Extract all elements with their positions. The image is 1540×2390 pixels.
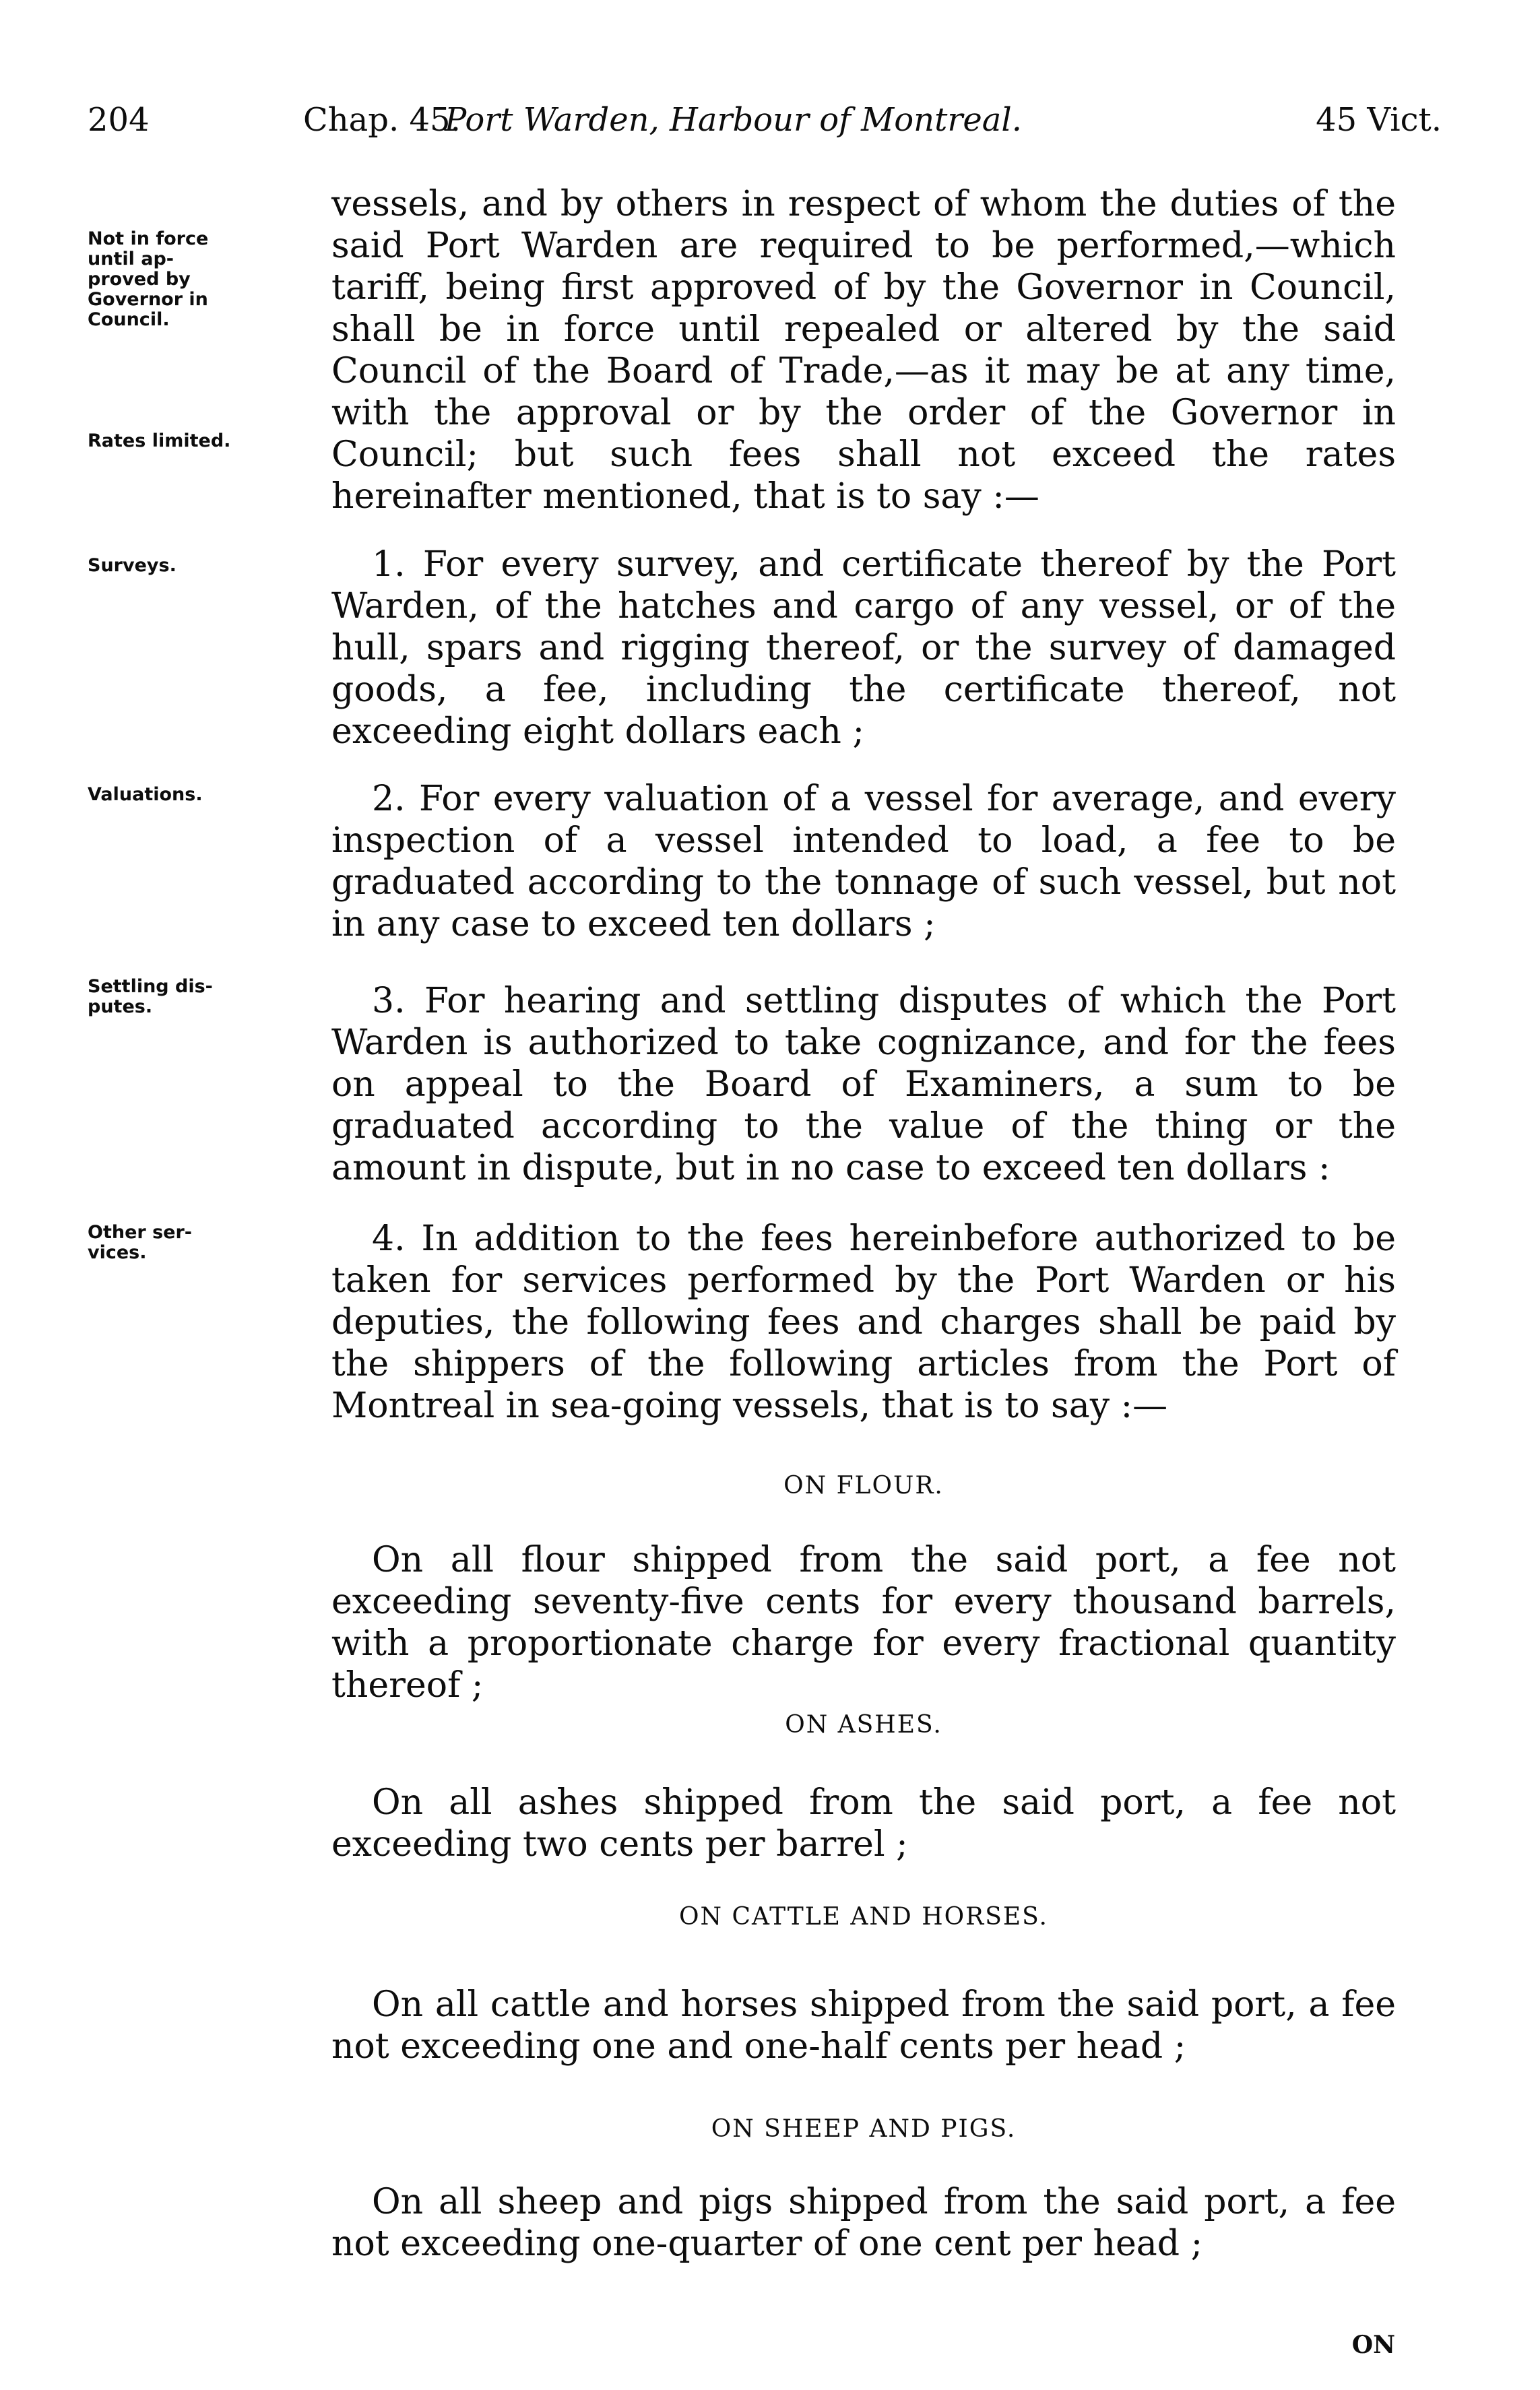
sheep-paragraph: On all sheep and pigs shipped from the said port, a fee not exceeding one-quarter of one cent per head ; — [331, 2182, 1396, 2264]
flour-paragraph: On all flour shipped from the said port, a fee not exceeding seventy-five cents for every thousand barrels, with a proportionate charge for every fractional quantity thereof ; — [331, 1540, 1396, 1706]
heading-on-ashes: ON ASHES. — [785, 1711, 942, 1739]
catchword: ON — [1351, 2331, 1395, 2359]
regnal-year: 45 Vict. — [1316, 101, 1442, 139]
page-title: Port Warden, Harbour of Montreal. — [445, 101, 1022, 139]
page-number: 204 — [88, 101, 150, 139]
margin-note-not-in-force: Not in force until ap- proved by Governor in Council. — [88, 228, 209, 330]
cattle-paragraph: On all cattle and horses shipped from the said port, a fee not exceeding one and one-half cents per head ; — [331, 1984, 1396, 2067]
running-header — [88, 101, 1442, 148]
heading-on-cattle-and-horses: ON CATTLE AND HORSES. — [679, 1903, 1048, 1931]
chapter-label: Chap. 45. — [303, 101, 461, 139]
margin-note-surveys: Surveys. — [88, 555, 177, 576]
heading-on-sheep-and-pigs: ON SHEEP AND PIGS. — [711, 2115, 1017, 2143]
ashes-paragraph: On all ashes shipped from the said port, a fee not exceeding two cents per barrel ; — [331, 1782, 1396, 1865]
heading-on-flour: ON FLOUR. — [783, 1472, 944, 1499]
item-2-valuations: 2. For every valuation of a vessel for average, and every inspection of a vessel intended to load, a fee to be graduated according to the tonnage of such vessel, but not in any case to exceed ten dollars ; — [331, 779, 1396, 944]
item-3-disputes: 3. For hearing and settling disputes of which the Port Warden is authorized to take cognizance, and for the fees on appeal to the Board of Examiners, a sum to be graduated according to the value of the thing or the amount in dispute, but in no case to exceed ten dollars : — [331, 981, 1396, 1188]
item-4-other-services: 4. In addition to the fees hereinbefore authorized to be taken for services performed by the Port Warden or his deputies, the following fees and charges shall be paid by the shippers of the following articles from the Port of Montreal in sea-going vessels, that is to say :— — [331, 1219, 1396, 1426]
item-1-surveys: 1. For every survey, and certificate thereof by the Port Warden, of the hatches and cargo of any vessel, or of the hull, spars and rigging thereof, or the survey of damaged goods, a fee, including the certificate thereof, not exceeding eight dollars each ; — [331, 544, 1396, 752]
margin-note-settling-disputes: Settling dis- putes. — [88, 976, 213, 1017]
intro-paragraph: vessels, and by others in respect of whom the duties of the said Port Warden are required to be performed,—which tariff, being first approved of by the Governor in Council, shall be in force until repealed or altered by the said Council of the Board of Trade,—as it may be at any time, with the approval or by the order of the Governor in Council; but such fees shall not exceed the rates hereinafter mentioned, that is to say :— — [331, 184, 1396, 517]
margin-note-other-services: Other ser- vices. — [88, 1222, 193, 1263]
margin-note-valuations: Valuations. — [88, 784, 203, 805]
margin-note-rates-limited: Rates limited. — [88, 430, 231, 451]
